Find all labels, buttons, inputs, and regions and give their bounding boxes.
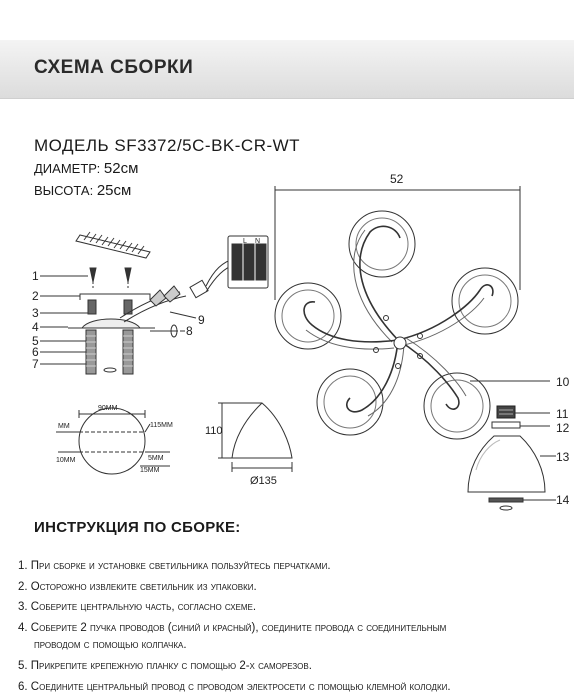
chandelier-top-view — [275, 172, 550, 439]
callout-6: 6 — [32, 345, 39, 359]
callout-5: 5 — [32, 334, 39, 348]
wire-label-l: L — [243, 238, 247, 245]
callout-14: 14 — [556, 493, 570, 507]
page-title: СХЕМА СБОРКИ — [34, 57, 194, 78]
shade-height-label: 110 — [205, 425, 223, 437]
instruction-step: 2. Осторожно извлеките светильник из упаковки. — [18, 581, 257, 593]
model-value: SF3372/5C-BK-CR-WT — [114, 136, 301, 155]
part-details-right — [468, 406, 556, 510]
height-value: 25см — [96, 182, 132, 199]
top-dimension-label: 52 — [390, 172, 404, 186]
instruction-step: 3. Соберите центральную часть, согласно схеме. — [18, 601, 257, 613]
callout-11: 11 — [556, 407, 569, 421]
callout-2: 2 — [32, 289, 39, 303]
plate-circle — [79, 408, 145, 474]
wire-label-n: N — [255, 238, 261, 245]
height-label: ВЫСОТА: — [34, 183, 94, 198]
plate-bottom-mid-label: 5ММ — [148, 455, 164, 462]
plate-left-label: ММ — [58, 423, 70, 430]
diameter-value: 52см — [103, 160, 139, 177]
shade-circle — [452, 268, 518, 334]
instructions-title: ИНСТРУКЦИЯ ПО СБОРКЕ: — [34, 519, 241, 536]
plate-bottom-left-label: 10ММ — [56, 457, 76, 464]
shade-profile-view — [218, 403, 292, 472]
diameter-label: ДИАМЕТР: — [34, 161, 101, 176]
callout-10: 10 — [556, 375, 570, 389]
instruction-step: 4. Соберите 2 пучка проводов (синий и красный), соедините провода с соединительным — [18, 622, 447, 634]
callout-12: 12 — [556, 421, 570, 435]
plate-right-label: 115ММ — [150, 422, 173, 429]
instruction-step: 5. Прикрепите крепежную планку с помощью 2-х саморезов. — [18, 660, 312, 672]
mounting-exploded-view — [40, 232, 268, 374]
callout-8: 8 — [186, 324, 193, 338]
callout-4: 4 — [32, 320, 39, 334]
plate-dimension-view — [56, 408, 170, 474]
model-label: МОДЕЛЬ — [34, 136, 110, 155]
callout-13: 13 — [556, 450, 570, 464]
instruction-step: 6. Соедините центральный провод с проводом электросети с помощью клемной колодки. — [18, 681, 451, 693]
shade-diameter-label: Ø135 — [250, 475, 277, 487]
plate-bottom-right-label: 15ММ — [140, 467, 160, 474]
callout-1: 1 — [32, 269, 39, 283]
instruction-step: 1. При сборке и установке светильника пользуйтесь перчатками. — [18, 560, 331, 572]
shade-circle — [275, 283, 341, 349]
callout-9: 9 — [198, 313, 205, 327]
plate-width-label: 90ММ — [98, 405, 118, 412]
instruction-step-continued: проводом с помощью колпачка. — [34, 639, 187, 651]
shade-circle — [349, 211, 415, 277]
callout-3: 3 — [32, 306, 39, 320]
callout-7: 7 — [32, 357, 39, 371]
